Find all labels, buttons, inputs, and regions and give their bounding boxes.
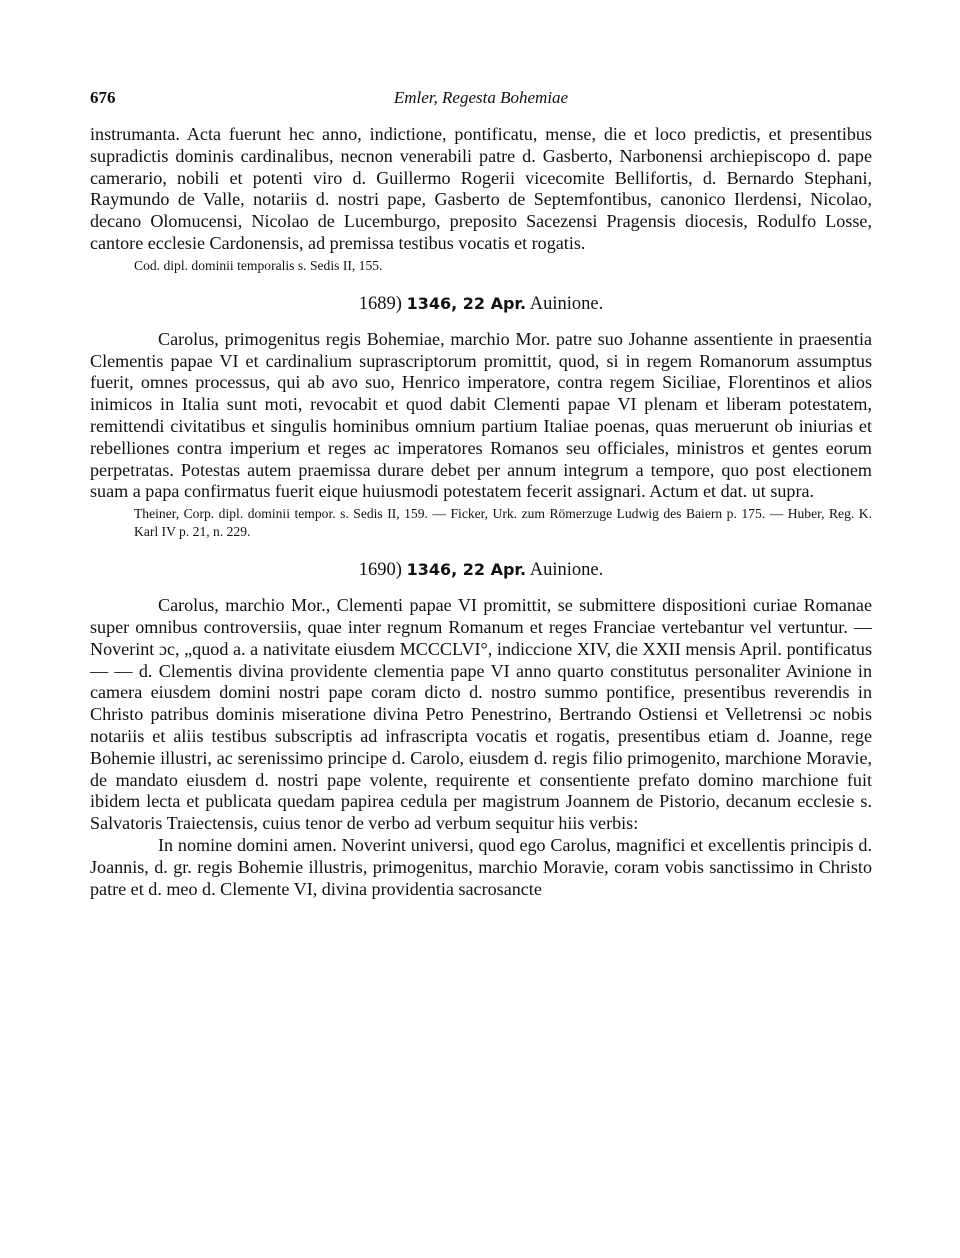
entry-heading-1690	[90, 559, 872, 581]
entry-place: Auinione.	[529, 560, 604, 581]
entry-text-1690-charter: In nomine domini amen. Noverint universi, quod ego Carolus, magnifici et excellentis principis d. Joannis, d. gr. regis Bohemie illustris, primogenitus, marchio Moravie, coram vobis sanctissimo in Christo patre et d. meo d. Clemente VI, divina providentia sacrosancte	[90, 834, 872, 899]
document-page	[90, 88, 872, 900]
continuation-paragraph: instrumanta. Acta fuerunt hec anno, indictione, pontificatu, mense, die et loco predictis, et presentibus supradictis dominis cardinalibus, necnon venerabili patre d. Gasberto, Narbonensi archiepiscopo d. pape camerario, nobili et potenti viro d. Guillermo Rogerii vicecomite Bellifortis, d. Bernardo Stephani, Raymundo de Valle, notariis d. nostri pape, Gasberto de Septemfontibus, canonico Ilerdensi, Nicolao, decano Olomucensi, Nicolao de Lucemburgo, preposito Sacezensi Pragensis diocesis, Rodulfo Losse, cantore ecclesie Cardonensis, ad premissa testibus vocatis et rogatis.	[90, 124, 872, 253]
entry-date: 1346, 22 Apr.	[406, 560, 527, 580]
entry-text-1689: Carolus, primogenitus regis Bohemiae, marchio Mor. patre suo Johanne assentiente in praesentia Clementis papae VI et cardinalium suprascriptorum promittit, quod, si in regem Romanorum assumptus fuerit, omnes processus, qui ab avo suo, Henrico imperatore, contra regem Siciliae, Florentinos et alios inimicos in Italia sunt moti, revocabit et quod dabit Clementi papae VI plenam et liberam potestatem, remittendi civitatibus et singulis hominibus omnium partium Italiae poenas, quas meruerunt ob iniurias et rebelliones contra imperium et reges ac imperatores Romanos seu officiales, ministros et gentes eorum perpetratas. Potestas autem praemissa durare debet per annum integrum a tempore, quo post electionem suam a papa confirmatus fuerit eique huiusmodi potestatem fecerit assignari. Actum et dat. ut supra.	[90, 328, 872, 502]
running-title: Emler, Regesta Bohemiae	[393, 88, 569, 107]
entry-date: 1346, 22 Apr.	[406, 293, 527, 313]
entry-place: Auinione.	[529, 293, 604, 314]
entry-number: 1690)	[358, 560, 402, 581]
entry-heading-1689	[90, 293, 872, 315]
continuation-source: Cod. dipl. dominii temporalis s. Sedis II, 155.	[134, 257, 383, 273]
page-number: 676	[90, 88, 116, 107]
entry-text-1690: Carolus, marchio Mor., Clementi papae VI promittit, se submittere dispositioni curiae Romanae super omnibus controversiis, quae inter regnum Romanum et reges Franciae vertebantur vel vertuntur. — Noverint ɔc, „quod a. a nativitate eiusdem MCCCLVI°, indiccione XIV, die XXII mensis April. pontificatus — — d. Clementis divina providente clementia pape VI anno quarto constitutus personaliter Avinione in camera eiusdem domini nostri pape coram dicto d. nostro summo pontifice, presentibus reverendis in Christo patribus dominis miseratione divina Petro Penestrino, Bertrando Ostiensi et Velletrensi ɔc nobis notariis et aliis testibus subscriptis ad infrascripta vocatis et rogatis, presentibus etiam d. Joanne, rege Bohemie illustri, ac serenissimo principe d. Carolo, eiusdem d. regis filio primogenito, marchione Moravie, de mandato eiusdem d. nostri pape volente, requirente et consentiente prefato domino marchione fuit ibidem lecta et publicata quedam papirea cedula per magistrum Joannem de Pistorio, decanum ecclesie s. Salvatoris Traiectensis, cuius tenor de verbo ad verbum sequitur hiis verbis:	[90, 595, 872, 834]
running-head	[90, 88, 872, 124]
entry-source-1689: Theiner, Corp. dipl. dominii tempor. s. Sedis II, 159. — Ficker, Urk. zum Römerzuge Ludwig des Baiern p. 175. — Huber, Reg. K. Karl IV p. 21, n. 229.	[134, 506, 872, 540]
entry-number: 1689)	[358, 293, 402, 314]
